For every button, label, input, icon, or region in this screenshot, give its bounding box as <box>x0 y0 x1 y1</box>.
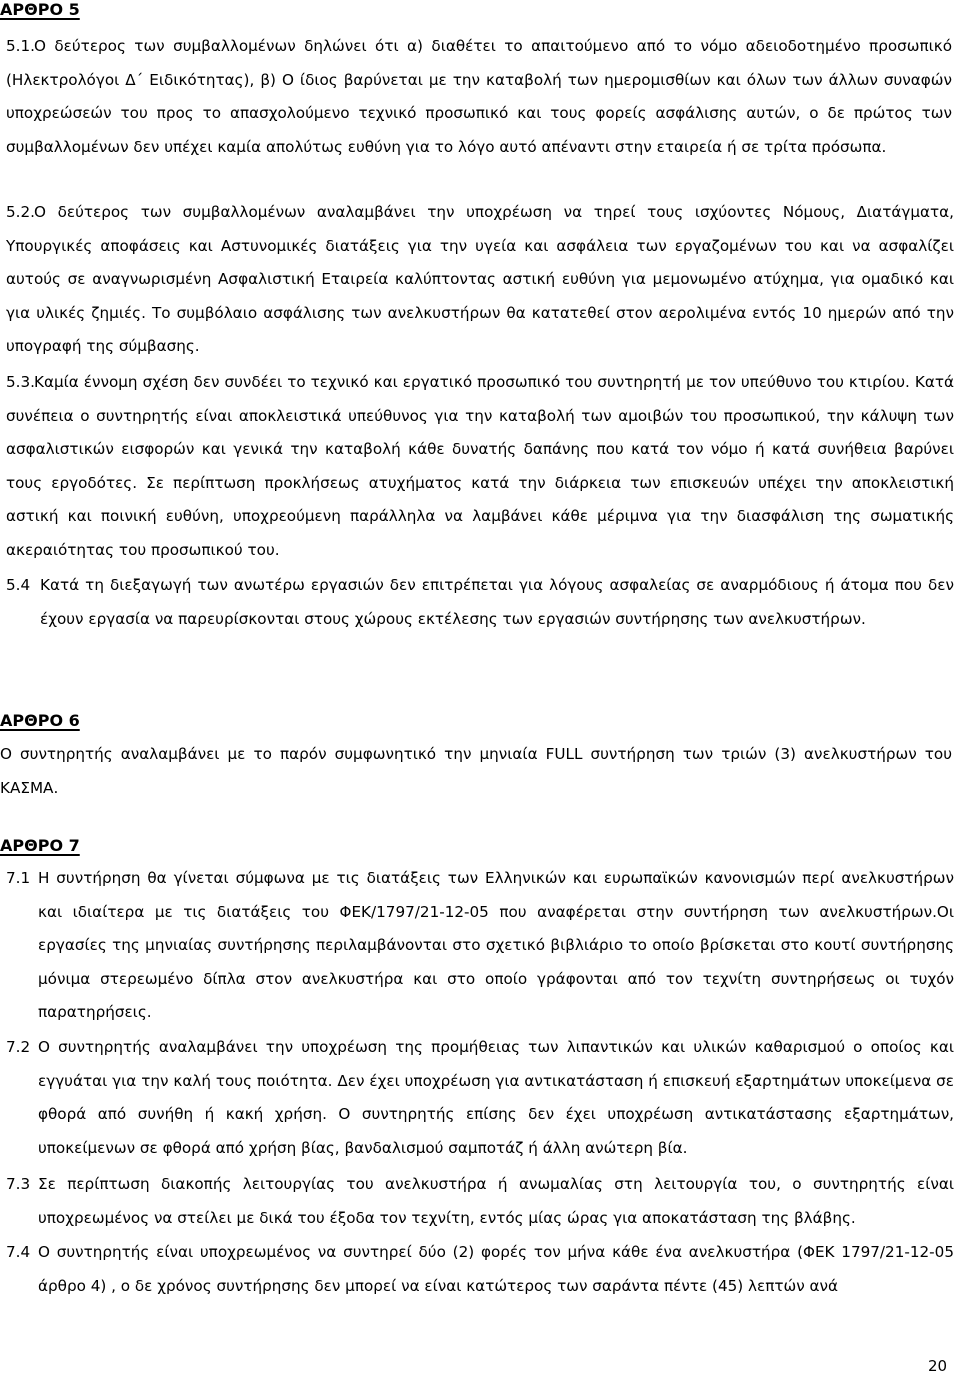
article-5-heading: ΑΡΘΡΟ 5 <box>0 0 80 19</box>
paragraph-text: Η συντήρηση θα γίνεται σύμφωνα με τις διατάξεις των Ελληνικών και ευρωπαϊκών κανονισμών περί ανελκυστήρων και ιδιαίτερα με τις διατάξεις του ΦΕΚ/1797/21-12-05 που αναφέρεται στην συντήρηση των ανελκυστήρων.Οι εργασίες της μηνιαίας συντήρησης περιλαμβάνονται στο σχετικό βιβλιάριο το οποίο βρίσκεται στο κουτί συντήρησης μόνιμα στερεωμένο δίπλα στον ανελκυστήρα και στο οποίο γράφονται από τον τεχνίτη συντηρήσεως οι τυχόν παρατηρήσεις. <box>38 869 954 1021</box>
paragraph-number: 5.1. <box>6 37 35 55</box>
article-7-heading: ΑΡΘΡΟ 7 <box>0 836 80 855</box>
paragraph-number: 5.2. <box>6 203 35 221</box>
paragraph-number: 7.3 <box>6 1175 31 1193</box>
paragraph-number: 7.4 <box>6 1243 31 1261</box>
paragraph-7-3 <box>6 1168 954 1235</box>
paragraph-text: Κατά τη διεξαγωγή των ανωτέρω εργασιών δεν επιτρέπεται για λόγους ασφαλείας σε αναρμόδιους ή άτομα που δεν έχουν εργασία να παρευρίσκονται στους χώρους εκτέλεσης των εργασιών συντήρησης των ανελκυστήρων. <box>40 576 954 628</box>
paragraph-text: Ο συντηρητής είναι υποχρεωμένος να συντηρεί δύο (2) φορές τον μήνα κάθε ένα ανελκυστήρα (ΦΕΚ 1797/21-12-05 άρθρο 4) , ο δε χρόνος συντήρησης δεν μπορεί να είναι κατώτερος των σαράντα πέντε (45) λεπτών ανά <box>38 1243 954 1295</box>
paragraph-5-1 <box>6 30 952 164</box>
paragraph-text: Ο συντηρητής αναλαμβάνει την υποχρέωση της προμήθειας των λιπαντικών και υλικών καθαρισμού ο οποίος και εγγυάται για την καλή τους ποιότητα. Δεν έχει υποχρέωση για αντικατάσταση ή επισκευή εξαρτημάτων υποκείμενα σε φθορά από συνήθη ή κακή χρήση. Ο συντηρητής επίσης δεν έχει υποχρέωση αντικατάστασης εξαρτημάτων, υποκείμενων σε φθορά από χρήση βίας, βανδαλισμού σαμποτάζ ή άλλη ανώτερη βία. <box>38 1038 954 1157</box>
paragraph-7-1 <box>6 862 954 1030</box>
paragraph-5-2 <box>6 196 954 364</box>
paragraph-text: Ο δεύτερος των συμβαλλομένων δηλώνει ότι α) διαθέτει το απαιτούμενο από το νόμο αδειοδοτημένο προσωπικό (Ηλεκτρολόγοι Δ΄ Ειδικότητας), β) Ο ίδιος βαρύνεται με την καταβολή των ημερομισθίων και όλων των άλλων συναφών υποχρεώσεών του προς το απασχολούμενο τεχνικό προσωπικό και τους φορείς ασφάλισης αυτών, ο δε πρώτος των συμβαλλομένων δεν υπέχει καμία απολύτως ευθύνη για το λόγο αυτό απέναντι στην εταιρεία ή σε τρίτα πρόσωπα. <box>6 37 952 156</box>
paragraph-5-3 <box>6 366 954 567</box>
page-number: 20 <box>928 1357 948 1375</box>
paragraph-number: 7.1 <box>6 869 31 887</box>
paragraph-7-2 <box>6 1031 954 1165</box>
paragraph-number: 5.4 <box>6 576 31 594</box>
paragraph-text: Σε περίπτωση διακοπής λειτουργίας του ανελκυστήρα ή ανωμαλίας στη λειτουργία του, ο συντηρητής είναι υποχρεωμένος να στείλει με δικά του έξοδα τον τεχνίτη, εντός μίας ώρας για αποκατάσταση της βλάβης. <box>38 1175 954 1227</box>
paragraph-7-4 <box>6 1236 954 1303</box>
paragraph-number: 7.2 <box>6 1038 31 1056</box>
paragraph-text: Καμία έννομη σχέση δεν συνδέει το τεχνικό και εργατικό προσωπικό του συντηρητή με τον υπεύθυνο του κτιρίου. Κατά συνέπεια ο συντηρητής είναι αποκλειστικά υπεύθυνος για την καταβολή των αμοιβών του προσωπικού, την κάλυψη των ασφαλιστικών εισφορών και γενικά την καταβολή κάθε δυνατής δαπάνης που κατά τον νόμο ή κατά συνήθεια βαρύνει τους εργοδότες. Σε περίπτωση προκλήσεως ατυχήματος κατά την διάρκεια των επισκευών υπέχει την αποκλειστική αστική και ποινική ευθύνη, υποχρεούμενη παράλληλα να λαμβάνει κάθε μέριμνα για την διασφάλιση της σωματικής ακεραιότητας του προσωπικού του. <box>6 373 954 559</box>
paragraph-5-4 <box>6 569 954 636</box>
article-6-text: Ο συντηρητής αναλαμβάνει με το παρόν συμφωνητικό την μηνιαία FULL συντήρηση των τριών (3) ανελκυστήρων του ΚΑΣΜΑ. <box>0 745 952 797</box>
paragraph-text: Ο δεύτερος των συμβαλλομένων αναλαμβάνει την υποχρέωση να τηρεί τους ισχύοντες Νόμους, Διατάγματα, Υπουργικές αποφάσεις και Αστυνομικές διατάξεις για την υγεία και ασφάλεια των εργαζομένων του και να ασφαλίζει αυτούς σε αναγνωρισμένη Ασφαλιστική Εταιρεία καλύπτοντας αστική ευθύνη για μεμονωμένο ατύχημα, για ομαδικό και για υλικές ζημιές. Το συμβόλαιο ασφάλισης των ανελκυστήρων θα κατατεθεί στον αερολιμένα εντός 10 ημερών από την υπογραφή της σύμβασης. <box>6 203 954 355</box>
paragraph-number: 5.3. <box>6 373 35 391</box>
article-6-heading: ΑΡΘΡΟ 6 <box>0 711 80 730</box>
